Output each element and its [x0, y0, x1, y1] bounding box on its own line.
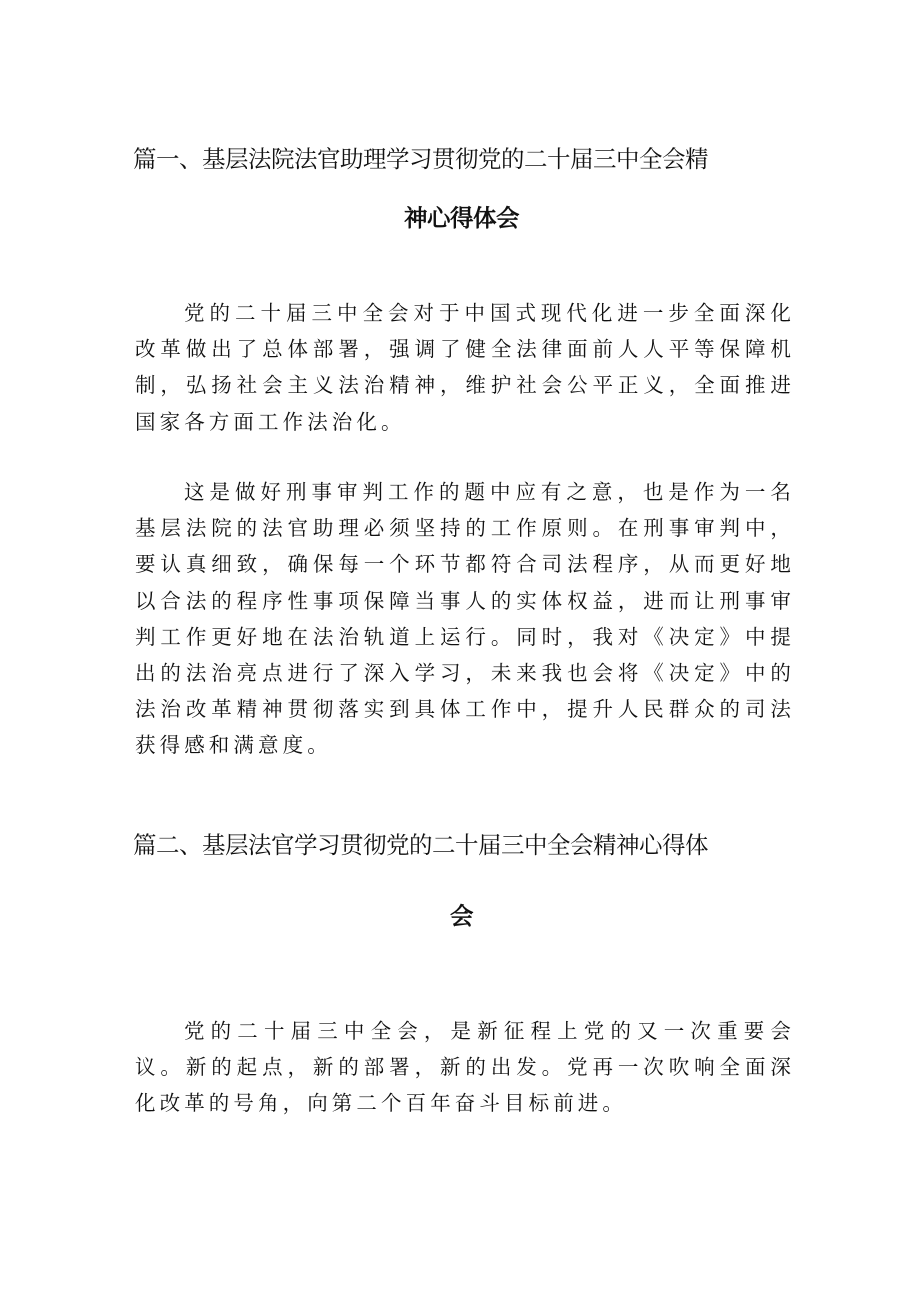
section1-paragraph-1: 党的二十届三中全会对于中国式现代化进一步全面深化改革做出了总体部署，强调了健全法律面前人人平等保障机制，弘扬社会主义法治精神，维护社会公平正义，全面推进国家各方面工作法治化。 — [135, 301, 795, 434]
section1-paragraph-2: 这是做好刑事审判工作的题中应有之意，也是作为一名基层法院的法官助理必须坚持的工作原则。在刑事审判中，要认真细致，确保每一个环节都符合司法程序，从而更好地以合法的程序性事项保障当事人的实体权益，进而让刑事审判工作更好地在法治轨道上运行。同时，我对《决定》中提出的法治亮点进行了深入学习，未来我也会将《决定》中的法治改革精神贯彻落实到具体工作中，提升人民群众的司法获得感和满意度。 — [135, 480, 795, 758]
section1-title-line2: 神心得体会 — [404, 204, 519, 232]
section2-paragraph-1: 党的二十届三中全会，是新征程上党的又一次重要会议。新的起点，新的部署，新的出发。党再一次吹响全面深化改革的号角，向第二个百年奋斗目标前进。 — [135, 1019, 795, 1116]
section2-title-line2: 会 — [450, 902, 473, 930]
section2-title-line1: 篇二、基层法官学习贯彻党的二十届三中全会精神心得体 — [133, 831, 708, 859]
section1-title-line1: 篇一、基层法院法官助理学习贯彻党的二十届三中全会精 — [133, 145, 708, 173]
